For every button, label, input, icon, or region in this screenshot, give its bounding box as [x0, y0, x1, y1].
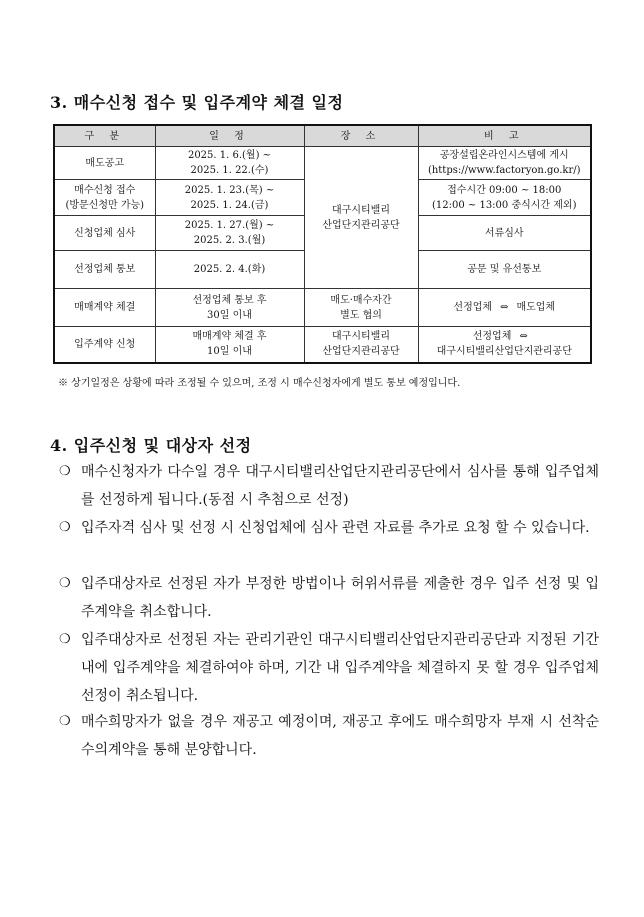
double-arrow-icon: ⇔ — [519, 331, 528, 343]
row-place: 대구시티밸리 산업단지관리공단 — [304, 327, 418, 363]
circle-bullet-icon: ❍ — [59, 464, 71, 479]
row-remark: 선정업체 ⇔ 매도업체 — [418, 289, 591, 327]
table-row — [54, 327, 591, 363]
circle-bullet-icon: ❍ — [59, 632, 71, 647]
circle-bullet-icon: ❍ — [59, 520, 71, 535]
list-item: ❍ 매수희망자가 없을 경우 재공고 예정이며, 재공고 후에도 매수희망자 부재 시 선착순 수의계약을 통해 분양합니다. — [59, 708, 599, 764]
header-category: 구 분 — [54, 125, 155, 147]
row-category: 신청업체 심사 — [54, 216, 155, 251]
row-schedule: 2025. 1. 27.(월) ~ 2025. 2. 3.(월) — [155, 216, 304, 251]
table-header-row — [54, 125, 591, 147]
list-item: ❍ 입주대상자로 선정된 자는 관리기관인 대구시티밸리산업단지관리공단과 지정된 기간 내에 입주계약을 체결하여야 하며, 기간 내 입주계약을 체결하지 못 할 경우 입주업체 선정이 취소됩니다. — [59, 626, 599, 710]
row-category: 매매계약 체결 — [54, 289, 155, 327]
row-category: 매도공고 — [54, 147, 155, 180]
row-remark: 공문 및 유선통보 — [418, 251, 591, 289]
row-schedule: 2025. 2. 4.(화) — [155, 251, 304, 289]
row-place: 매도·매수자간 별도 협의 — [304, 289, 418, 327]
header-remark: 비 고 — [418, 125, 591, 147]
row-schedule: 선정업체 통보 후 30일 이내 — [155, 289, 304, 327]
row-remark: 선정업체 ⇔ 대구시티밸리산업단지관리공단 — [418, 327, 591, 363]
schedule-note: ※ 상기일정은 상황에 따라 조정될 수 있으며, 조정 시 매수신청자에게 별도 통보 예정입니다. — [58, 378, 461, 389]
row-schedule: 2025. 1. 6.(월) ~ 2025. 1. 22.(수) — [155, 147, 304, 180]
list-item: ❍ 입주자격 심사 및 선정 시 신청업체에 심사 관련 자료를 추가로 요청 할 수 있습니다. — [59, 514, 599, 542]
row-category: 선정업체 통보 — [54, 251, 155, 289]
row-remark: 공장설립온라인시스템에 게시 (https://www.factoryon.go.kr/) — [418, 147, 591, 180]
row-remark: 서류심사 — [418, 216, 591, 251]
merged-place-cell: 대구시티밸리 산업단지관리공단 — [304, 147, 418, 289]
table-row — [54, 147, 591, 180]
double-arrow-icon: ⇔ — [500, 302, 509, 313]
row-schedule: 매매계약 체결 후 10일 이내 — [155, 327, 304, 363]
list-item: ❍ 입주대상자로 선정된 자가 부정한 방법이나 허위서류를 제출한 경우 입주 선정 및 입주계약을 취소합니다. — [59, 570, 599, 626]
section-4-title: 4. 입주신청 및 대상자 선정 — [50, 436, 252, 455]
header-schedule: 일 정 — [155, 125, 304, 147]
list-item: ❍ 매수신청자가 다수일 경우 대구시티밸리산업단지관리공단에서 심사를 통해 입주업체를 선정하게 됩니다.(동점 시 추첨으로 선정) — [59, 458, 599, 514]
header-place: 장 소 — [304, 125, 418, 147]
row-remark: 접수시간 09:00 ~ 18:00 (12:00 ~ 13:00 중식시간 제외) — [418, 180, 591, 216]
table-row — [54, 289, 591, 327]
row-schedule: 2025. 1. 23.(목) ~ 2025. 1. 24.(금) — [155, 180, 304, 216]
section-3-title: 3. 매수신청 접수 및 입주계약 체결 일정 — [50, 93, 344, 112]
schedule-table — [53, 124, 592, 364]
row-category: 매수신청 접수 (방문신청만 가능) — [54, 180, 155, 216]
circle-bullet-icon: ❍ — [59, 714, 71, 729]
row-category: 입주계약 신청 — [54, 327, 155, 363]
circle-bullet-icon: ❍ — [59, 576, 71, 591]
